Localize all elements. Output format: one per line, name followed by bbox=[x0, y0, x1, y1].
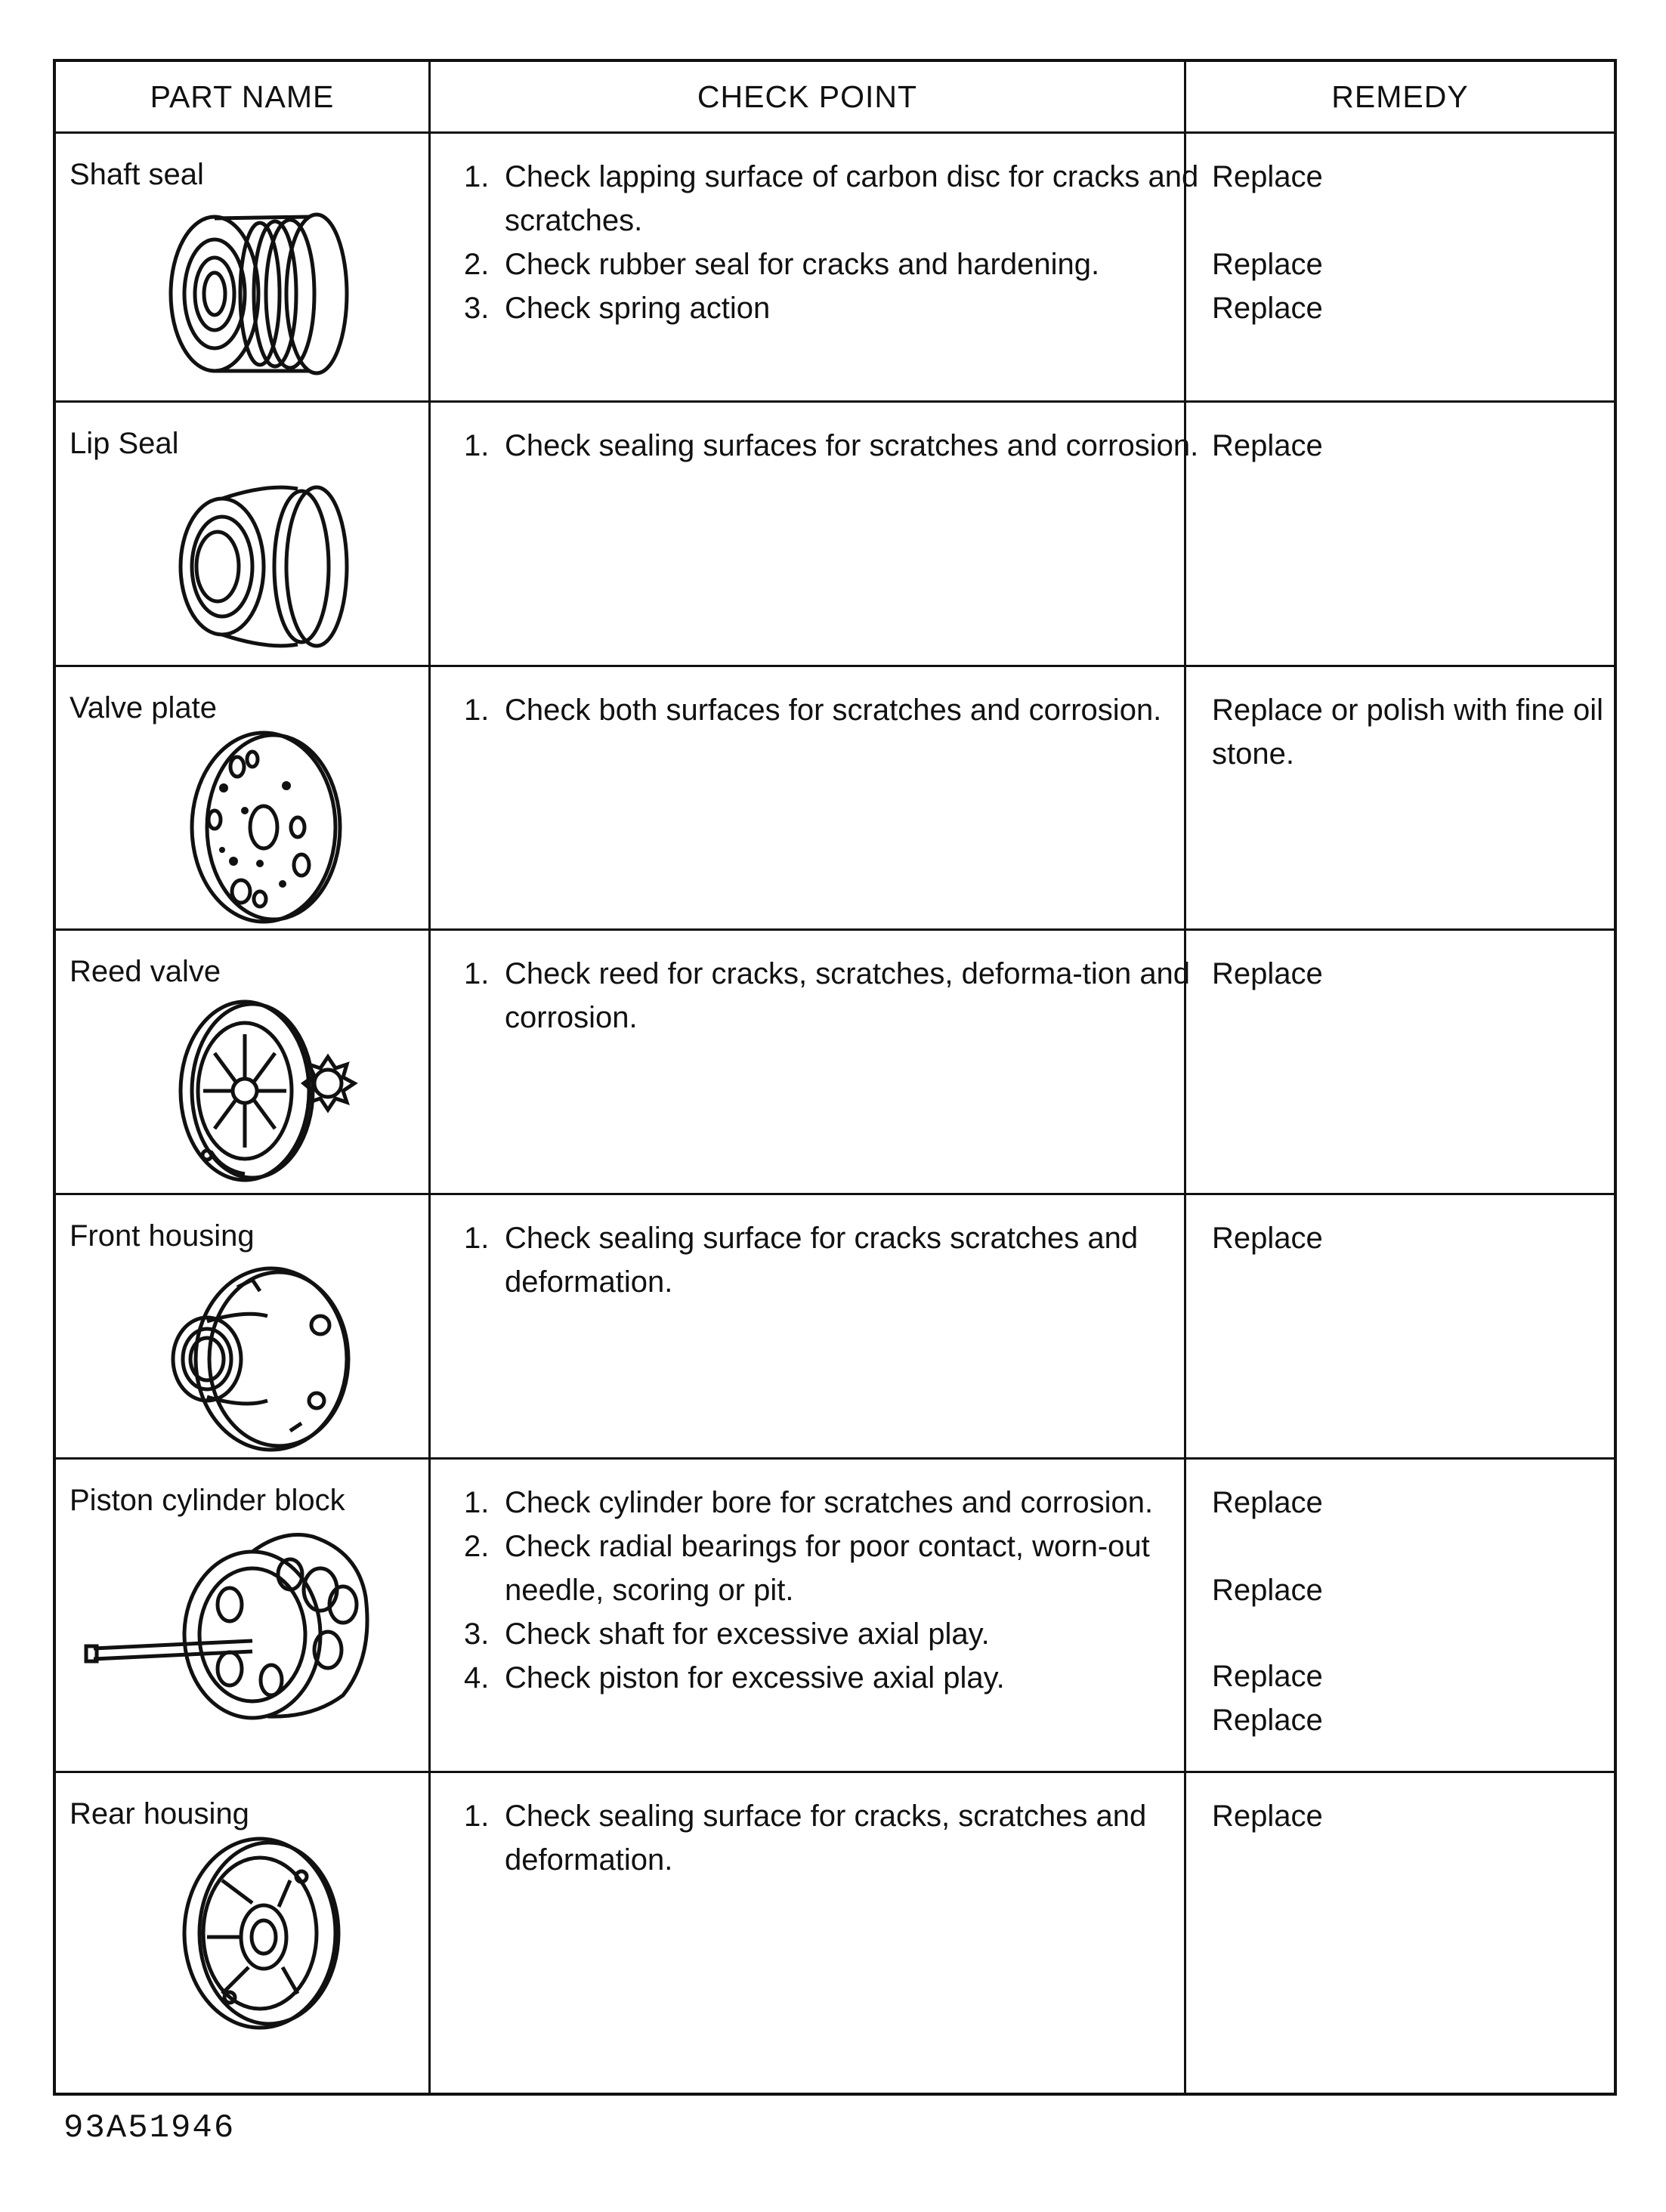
check-point-text: Check rubber seal for cracks and hardening. bbox=[505, 248, 1100, 281]
check-point-text: Check reed for cracks, scratches, deforma-tion and corrosion. bbox=[505, 957, 1191, 1034]
check-point-text: Check both surfaces for scratches and corrosion. bbox=[505, 694, 1162, 727]
remedy-text: Replace bbox=[1212, 957, 1323, 990]
check-point-number: 1. bbox=[464, 957, 490, 990]
check-point-item bbox=[464, 1525, 1219, 1612]
remedy-text: Replace bbox=[1212, 292, 1323, 325]
remedy-text: Replace bbox=[1212, 1660, 1323, 1693]
remedy-text: Replace bbox=[1212, 160, 1323, 193]
check-point-list bbox=[464, 155, 1219, 330]
check-point-text: Check shaft for excessive axial play. bbox=[505, 1617, 990, 1651]
check-point-item bbox=[464, 1656, 1219, 1700]
valve-plate-icon bbox=[139, 729, 388, 925]
table-row bbox=[56, 403, 1614, 665]
table-row bbox=[56, 667, 1614, 928]
check-point-text: Check cylinder bore for scratches and corrosion. bbox=[505, 1486, 1154, 1519]
check-point-item bbox=[464, 424, 1219, 468]
check-point-list bbox=[464, 424, 1219, 468]
check-point-item bbox=[464, 952, 1219, 1040]
header-remedy: REMEDY bbox=[1331, 79, 1469, 114]
check-point-number: 1. bbox=[464, 1222, 490, 1255]
part-name: Reed valve bbox=[70, 955, 221, 988]
header-part-name: PART NAME bbox=[150, 79, 335, 114]
remedy-text: Replace bbox=[1212, 248, 1323, 281]
table-row bbox=[56, 1460, 1614, 1771]
check-point-item bbox=[464, 1481, 1219, 1525]
rear-housing-icon bbox=[139, 1835, 388, 2031]
check-point-text: Check sealing surface for cracks scratches and deformation. bbox=[505, 1222, 1139, 1299]
table-row bbox=[56, 1195, 1614, 1457]
check-point-item bbox=[464, 286, 1219, 330]
check-point-text: Check piston for excessive axial play. bbox=[505, 1661, 1005, 1695]
check-point-text: Check sealing surface for cracks, scratches and deformation. bbox=[505, 1800, 1147, 1877]
check-point-list bbox=[464, 1216, 1219, 1304]
inspection-table bbox=[53, 59, 1617, 2096]
check-point-number: 2. bbox=[464, 1530, 490, 1563]
remedy-text: Replace bbox=[1212, 1486, 1323, 1519]
piston-cylinder-block-icon bbox=[139, 1522, 388, 1718]
check-point-list bbox=[464, 952, 1219, 1040]
check-point-item bbox=[464, 243, 1219, 286]
check-point-number: 1. bbox=[464, 694, 490, 727]
check-point-item bbox=[464, 1612, 1219, 1656]
check-point-number: 1. bbox=[464, 160, 490, 193]
remedy-text: Replace bbox=[1212, 429, 1323, 462]
remedy-text: Replace bbox=[1212, 1704, 1323, 1737]
part-name: Rear housing bbox=[70, 1797, 249, 1830]
reed-valve-icon bbox=[139, 993, 388, 1189]
check-point-number: 1. bbox=[464, 1486, 490, 1519]
part-name: Front housing bbox=[70, 1219, 255, 1253]
part-name: Valve plate bbox=[70, 691, 217, 724]
check-point-text: Check spring action bbox=[505, 292, 771, 325]
check-point-text: Check radial bearings for poor contact, worn-out needle, scoring or pit. bbox=[505, 1530, 1150, 1607]
shaft-seal-icon bbox=[139, 196, 388, 392]
remedy-text: Replace bbox=[1212, 1574, 1323, 1607]
table-row bbox=[56, 1773, 1614, 2093]
document-id: 93A51946 bbox=[63, 2109, 236, 2147]
part-name: Shaft seal bbox=[70, 158, 204, 191]
table-row bbox=[56, 134, 1614, 400]
check-point-number: 1. bbox=[464, 1800, 490, 1833]
table-row bbox=[56, 931, 1614, 1193]
header-check-point: CHECK POINT bbox=[697, 79, 918, 114]
check-point-list bbox=[464, 1794, 1219, 1882]
check-point-number: 3. bbox=[464, 1617, 490, 1651]
check-point-item bbox=[464, 155, 1219, 243]
check-point-number: 2. bbox=[464, 248, 490, 281]
check-point-item bbox=[464, 1794, 1219, 1882]
part-name: Piston cylinder block bbox=[70, 1484, 345, 1517]
check-point-list bbox=[464, 1481, 1219, 1700]
check-point-item bbox=[464, 1216, 1219, 1304]
remedy-text: Replace bbox=[1212, 1800, 1323, 1833]
check-point-number: 4. bbox=[464, 1661, 490, 1695]
part-name: Lip Seal bbox=[70, 427, 179, 460]
remedy-text: Replace or polish with fine oil stone. bbox=[1212, 694, 1604, 771]
check-point-text: Check sealing surfaces for scratches and corrosion. bbox=[505, 429, 1199, 462]
front-housing-icon bbox=[139, 1257, 388, 1454]
check-point-number: 1. bbox=[464, 429, 490, 462]
lip-seal-icon bbox=[139, 465, 388, 661]
check-point-number: 3. bbox=[464, 292, 490, 325]
remedy-text: Replace bbox=[1212, 1222, 1323, 1255]
check-point-text: Check lapping surface of carbon disc for cracks and scratches. bbox=[505, 160, 1199, 237]
check-point-list bbox=[464, 688, 1219, 732]
check-point-item bbox=[464, 688, 1219, 732]
